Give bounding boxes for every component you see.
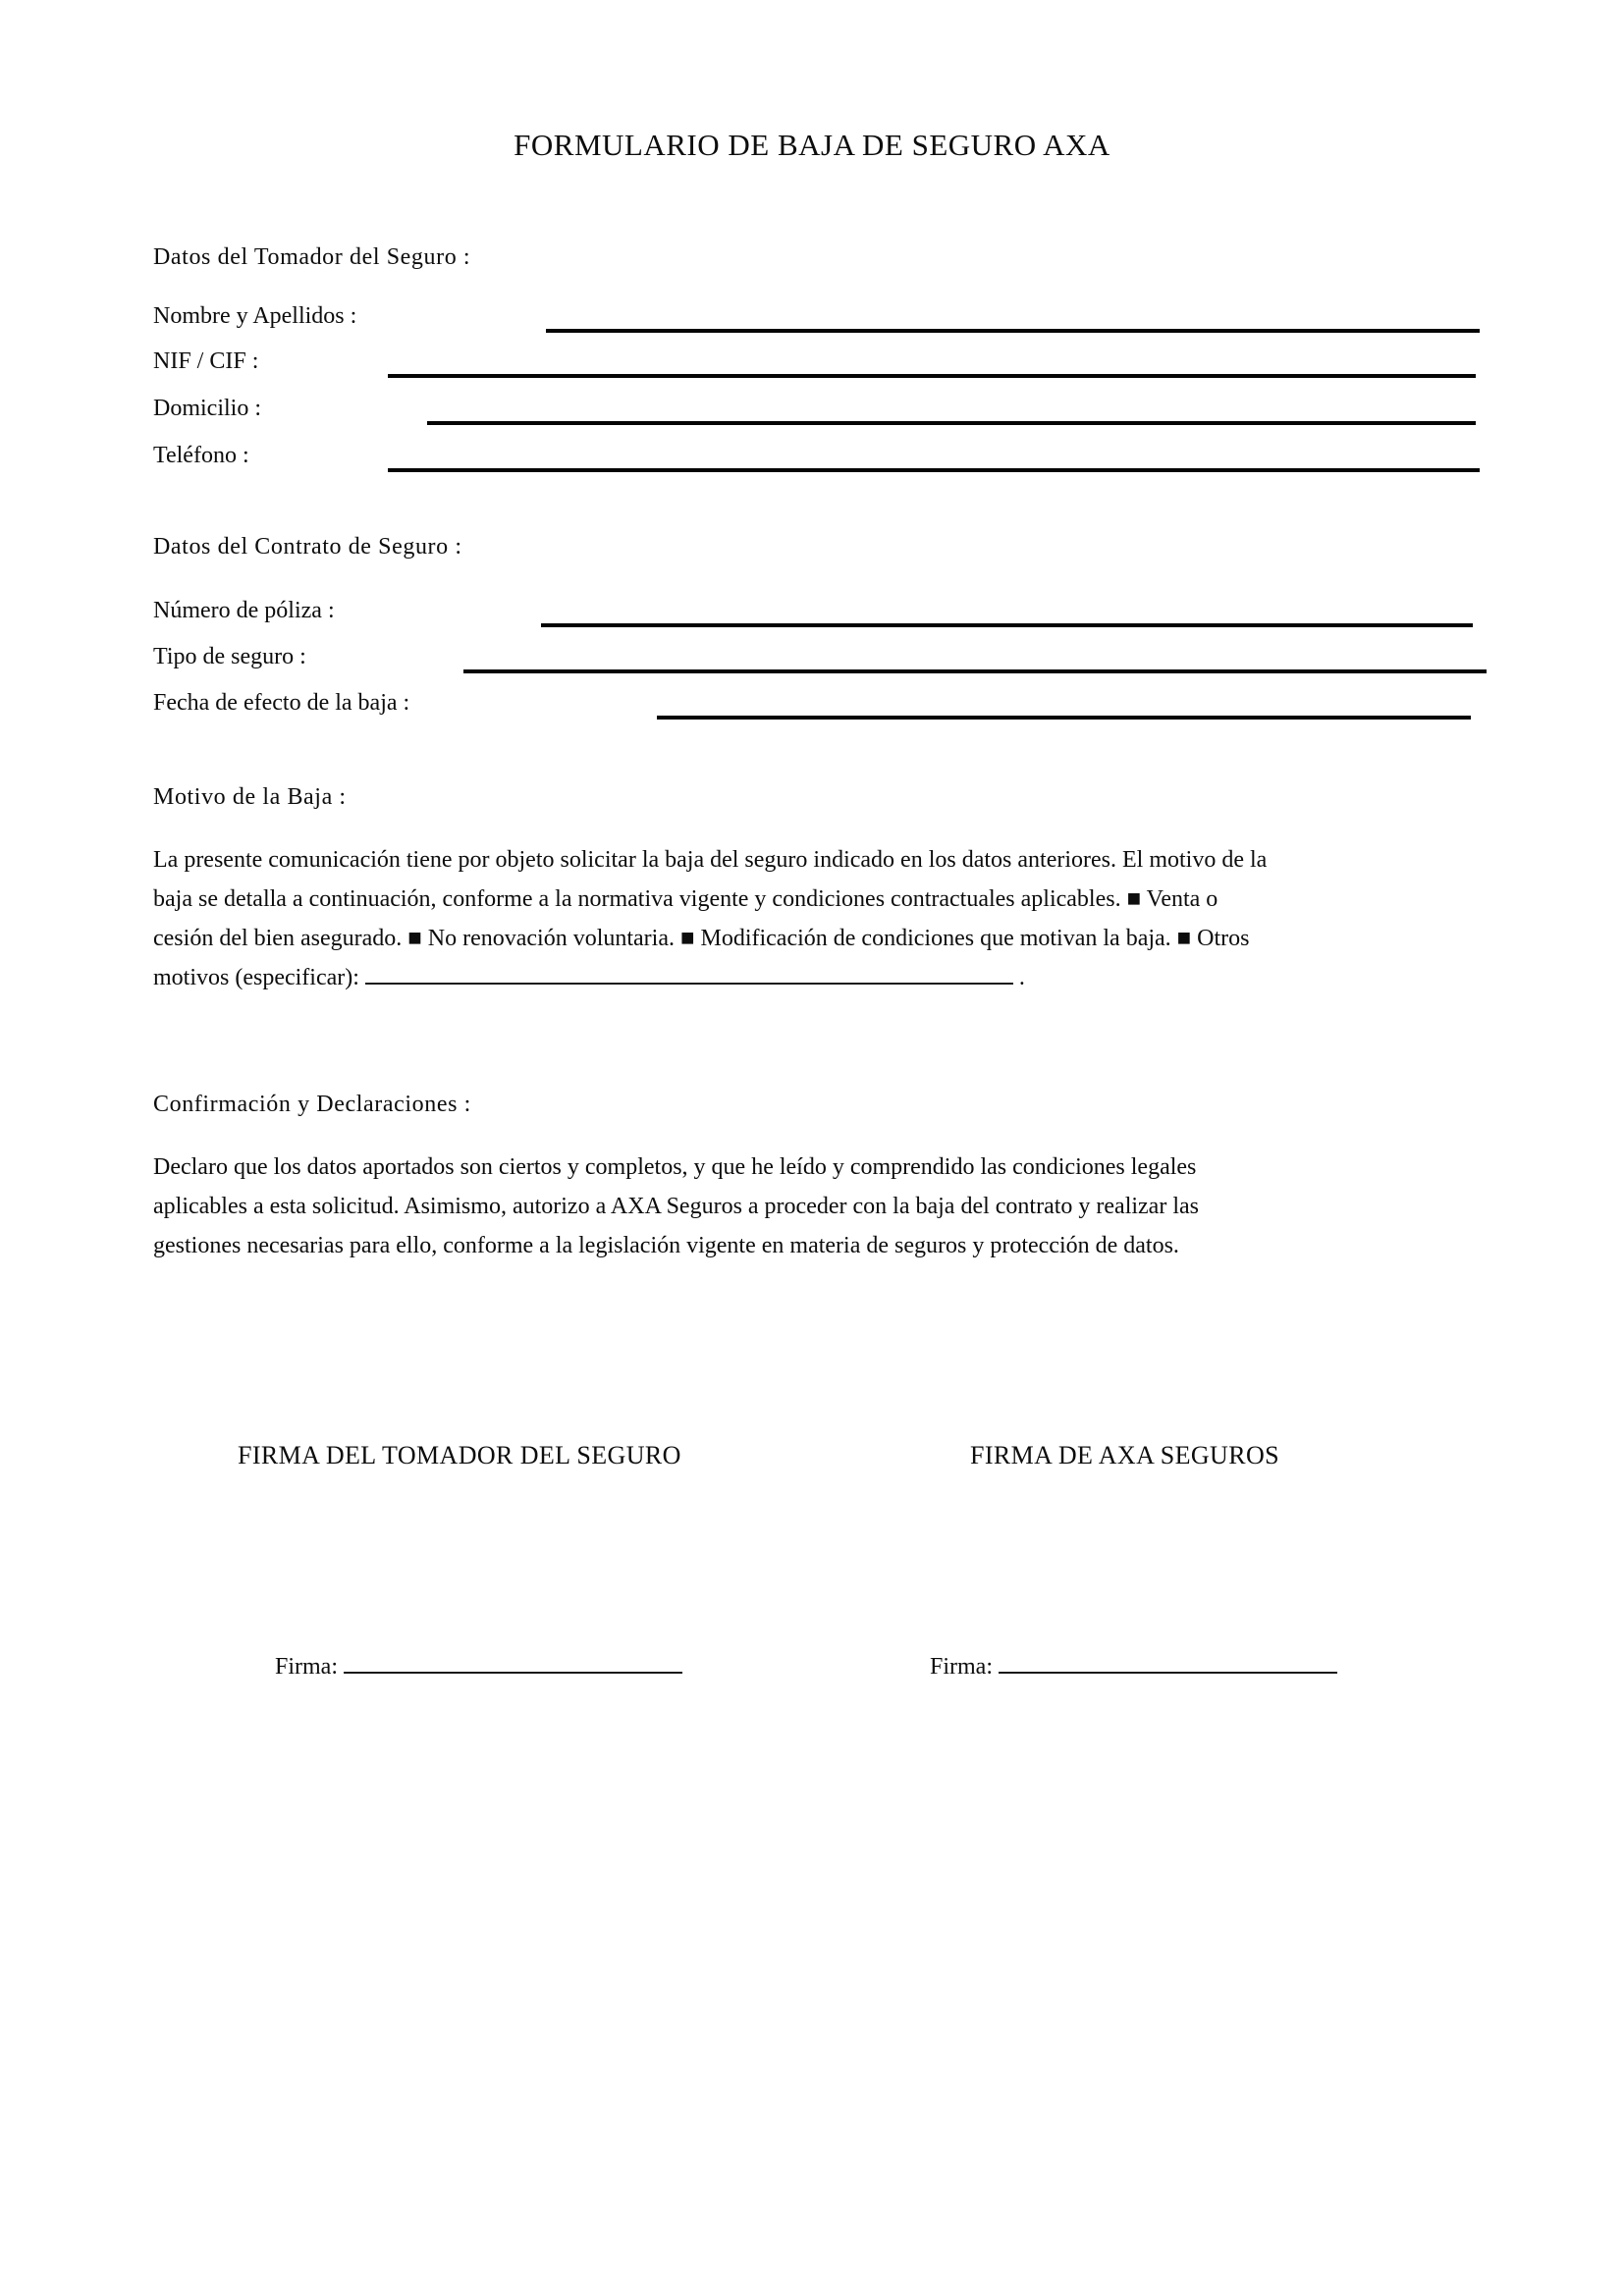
motivo-paragraph-line-2: baja se detalla a continuación, conforme a la normativa vigente y condiciones contractuales aplicables. ■ Venta o (153, 886, 1218, 912)
confirmacion-paragraph-line-1: Declaro que los datos aportados son ciertos y completos, y que he leído y comprendido las condiciones legales (153, 1154, 1197, 1180)
field-line-tipo-seguro[interactable] (463, 669, 1487, 673)
firma-tomador-row (275, 1652, 682, 1682)
firma-axa-signature-line[interactable] (999, 1671, 1337, 1674)
firma-axa-label: Firma: (930, 1654, 993, 1680)
field-line-fecha-efecto-baja[interactable] (657, 716, 1471, 720)
confirmacion-paragraph-line-3: gestiones necesarias para ello, conforme a la legislación vigente en materia de seguros y protección de datos. (153, 1233, 1179, 1258)
confirmacion-paragraph (153, 1148, 1498, 1265)
field-line-numero-poliza[interactable] (541, 623, 1473, 627)
otros-motivos-suffix: . (1018, 965, 1025, 990)
otros-motivos-blank-line[interactable] (365, 982, 1013, 985)
field-line-nif-cif[interactable] (388, 374, 1476, 378)
field-label-numero-poliza: Número de póliza : (153, 598, 335, 623)
field-label-domicilio: Domicilio : (153, 396, 261, 421)
section-heading-tomador: Datos del Tomador del Seguro : (153, 244, 471, 270)
field-label-telefono: Teléfono : (153, 443, 249, 468)
motivo-paragraph (153, 840, 1498, 997)
field-label-nombre-apellidos: Nombre y Apellidos : (153, 303, 357, 329)
section-heading-contrato: Datos del Contrato de Seguro : (153, 534, 462, 560)
section-heading-motivo: Motivo de la Baja : (153, 784, 347, 810)
otros-motivos-prefix: motivos (especificar): (153, 965, 359, 990)
firma-tomador-signature-line[interactable] (344, 1671, 682, 1674)
field-label-nif-cif: NIF / CIF : (153, 348, 259, 374)
field-label-fecha-efecto-baja: Fecha de efecto de la baja : (153, 690, 410, 716)
firma-axa-row (930, 1652, 1337, 1682)
motivo-paragraph-line-4 (153, 958, 1498, 997)
form-title: FORMULARIO DE BAJA DE SEGURO AXA (514, 128, 1110, 162)
firma-axa-heading: FIRMA DE AXA SEGUROS (970, 1441, 1280, 1469)
firma-tomador-heading: FIRMA DEL TOMADOR DEL SEGURO (238, 1441, 681, 1469)
confirmacion-paragraph-line-2: aplicables a esta solicitud. Asimismo, autorizo a AXA Seguros a proceder con la baja del contrato y realizar las (153, 1194, 1199, 1219)
motivo-paragraph-line-1: La presente comunicación tiene por objeto solicitar la baja del seguro indicado en los datos anteriores. El motivo de la (153, 847, 1268, 873)
field-line-domicilio[interactable] (427, 421, 1476, 425)
section-heading-confirmacion: Confirmación y Declaraciones : (153, 1092, 471, 1117)
field-line-nombre-apellidos[interactable] (546, 329, 1480, 333)
field-label-tipo-seguro: Tipo de seguro : (153, 644, 306, 669)
motivo-paragraph-line-3: cesión del bien asegurado. ■ No renovación voluntaria. ■ Modificación de condiciones que motivan la baja. ■ Otros (153, 926, 1250, 951)
field-line-telefono[interactable] (388, 468, 1480, 472)
firma-tomador-label: Firma: (275, 1654, 338, 1680)
